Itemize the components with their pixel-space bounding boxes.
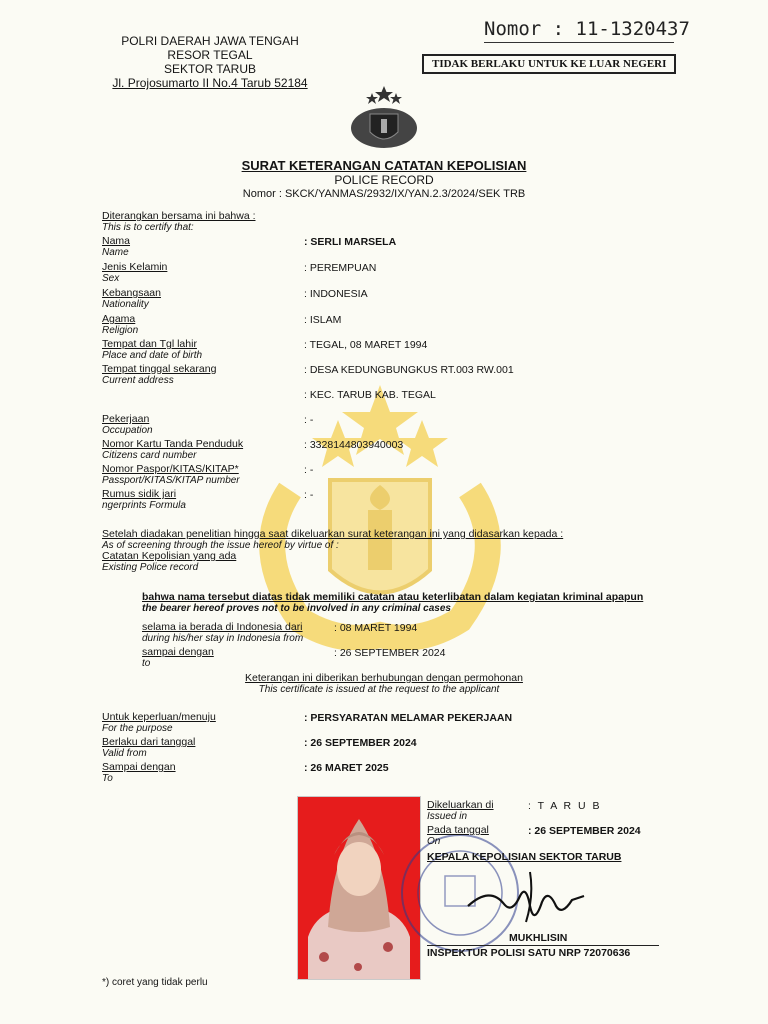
document-title: SURAT KETERANGAN CATATAN KEPOLISIAN <box>241 158 527 173</box>
document-number: Nomor : SKCK/YANMAS/2932/IX/YAN.2.3/2024/SEK TRB <box>242 188 526 200</box>
field-label-en: Religion <box>102 325 139 336</box>
validity-stamp: TIDAK BERLAKU UNTUK KE LUAR NEGERI <box>422 54 676 74</box>
field-passport <box>102 464 240 486</box>
field-label: Nama <box>102 235 131 247</box>
statement-id: bahwa nama tersebut diatas tidak memiliki catatan atau keterlibatan dalam kegiatan kriminal apapun <box>142 591 644 603</box>
field-label: Rumus sidik jari <box>102 488 177 500</box>
issued-on-label: Pada tanggal <box>427 824 489 836</box>
request-en: This certificate is issued at the request to the applicant <box>258 684 500 695</box>
purpose-value: : 26 SEPTEMBER 2024 <box>304 737 417 749</box>
field-value: : SERLI MARSELA <box>304 236 397 248</box>
screening-en2: Existing Police record <box>102 562 199 573</box>
field-value: : - <box>304 464 314 476</box>
issued-at-label-en: Issued in <box>427 811 468 822</box>
signatory-name: MUKHLISIN <box>509 932 568 944</box>
purpose-value: : 26 MARET 2025 <box>304 762 389 774</box>
screening-id2: Catatan Kepolisian yang ada <box>102 550 237 562</box>
serial-underline <box>484 42 674 43</box>
stay-value: : 26 SEPTEMBER 2024 <box>334 647 446 659</box>
footnote: *) coret yang tidak perlu <box>102 977 208 988</box>
intro-id: Diterangkan bersama ini bahwa : <box>102 210 256 222</box>
signature-icon <box>460 866 590 930</box>
purpose-valid-from <box>102 737 195 759</box>
field-label-en: Nationality <box>102 299 149 310</box>
field-nationality <box>102 288 161 310</box>
purpose-value: : PERSYARATAN MELAMAR PEKERJAAN <box>304 712 513 724</box>
police-crest-icon <box>348 84 420 152</box>
field-label-en: Sex <box>102 273 120 284</box>
field-label: Pekerjaan <box>102 413 150 425</box>
field-label-en: Current address <box>102 375 174 386</box>
field-occupation <box>102 414 153 436</box>
issuer-line3: SEKTOR TARUB <box>163 62 257 76</box>
field-label-en: Name <box>102 247 129 258</box>
field-label-en: Citizens card number <box>102 450 197 461</box>
field-value: : 3328144803940003 <box>304 439 404 451</box>
field-fingerprint <box>102 489 186 511</box>
stay-label: sampai dengan <box>142 646 214 658</box>
field-label: Tempat tinggal sekarang <box>102 363 217 375</box>
purpose-for <box>102 712 216 734</box>
field-label: Kebangsaan <box>102 287 161 299</box>
purpose-label: Sampai dengan <box>102 761 176 773</box>
field-address <box>102 364 216 386</box>
field-label: Nomor Kartu Tanda Penduduk <box>102 438 244 450</box>
intro <box>102 211 256 233</box>
document-subtitle: POLICE RECORD <box>334 173 434 187</box>
statement-en: the bearer hereof proves not to be involved in any criminal cases <box>142 603 451 614</box>
field-label: Nomor Paspor/KITAS/KITAP* <box>102 463 239 475</box>
signatory-divider <box>427 945 659 946</box>
stay-label: selama ia berada di Indonesia dari <box>142 621 303 633</box>
signatory-position: KEPALA KEPOLISIAN SEKTOR TARUB <box>427 851 622 863</box>
field-sex <box>102 262 167 284</box>
intro-en: This is to certify that: <box>102 222 194 233</box>
field-value-line2: : KEC. TARUB KAB. TEGAL <box>304 389 436 401</box>
issuer-address: Jl. Projosumarto II No.4 Tarub 52184 <box>112 76 308 90</box>
issued-at <box>427 800 494 822</box>
purpose-label-en: For the purpose <box>102 723 173 734</box>
field-value: : - <box>304 489 314 501</box>
field-label: Jenis Kelamin <box>102 261 168 273</box>
screening <box>102 529 563 573</box>
field-value: : ISLAM <box>304 314 342 326</box>
issued-on-value: : 26 SEPTEMBER 2024 <box>528 825 641 837</box>
field-label-en: Place and date of birth <box>102 350 203 361</box>
issued-on <box>427 825 489 847</box>
screening-id: Setelah diadakan penelitian hingga saat dikeluarkan surat keterangan ini yang didasarkan kepada : <box>102 528 564 540</box>
stay-label-en: during his/her stay in Indonesia from <box>142 633 304 644</box>
purpose-label: Untuk keperluan/menuju <box>102 711 216 723</box>
field-value: : TEGAL, 08 MARET 1994 <box>304 339 428 351</box>
field-label: Agama <box>102 313 136 325</box>
serial-number: Nomor : 11-1320437 <box>484 18 690 40</box>
purpose-label: Berlaku dari tanggal <box>102 736 196 748</box>
statement <box>142 592 643 614</box>
stay-value: : 08 MARET 1994 <box>334 622 418 634</box>
purpose-label-en: Valid from <box>102 748 147 759</box>
issuer-line2: RESOR TEGAL <box>167 48 253 62</box>
signatory-rank: INSPEKTUR POLISI SATU NRP 72070636 <box>427 947 631 959</box>
purpose-valid-to <box>102 762 176 784</box>
field-birth <box>102 339 202 361</box>
issued-at-label: Dikeluarkan di <box>427 799 494 811</box>
field-value: : PEREMPUAN <box>304 262 377 274</box>
field-label-en: Passport/KITAS/KITAP number <box>102 475 240 486</box>
request-id: Keterangan ini diberikan berhubungan dengan permohonan <box>245 672 523 684</box>
field-label: Tempat dan Tgl lahir <box>102 338 197 350</box>
field-value: : - <box>304 414 314 426</box>
issuer-block <box>95 34 325 90</box>
stay-to <box>142 647 214 669</box>
field-value: : DESA KEDUNGBUNGKUS RT.003 RW.001 <box>304 364 514 376</box>
field-religion <box>102 314 138 336</box>
field-value: : INDONESIA <box>304 288 368 300</box>
stay-from <box>142 622 303 644</box>
screening-en: As of screening through the issue hereof by virtue of : <box>102 540 339 551</box>
stay-label-en: to <box>142 658 151 669</box>
purpose-label-en: To <box>102 773 113 784</box>
field-label-en: Occupation <box>102 425 153 436</box>
request <box>0 673 768 695</box>
issuer-line1: POLRI DAERAH JAWA TENGAH <box>121 34 299 48</box>
issued-on-label-en: On <box>427 836 441 847</box>
field-name <box>102 236 130 258</box>
field-label-en: ngerprints Formula <box>102 500 186 511</box>
field-id-card <box>102 439 243 461</box>
issued-at-value: : T A R U B <box>528 800 602 812</box>
